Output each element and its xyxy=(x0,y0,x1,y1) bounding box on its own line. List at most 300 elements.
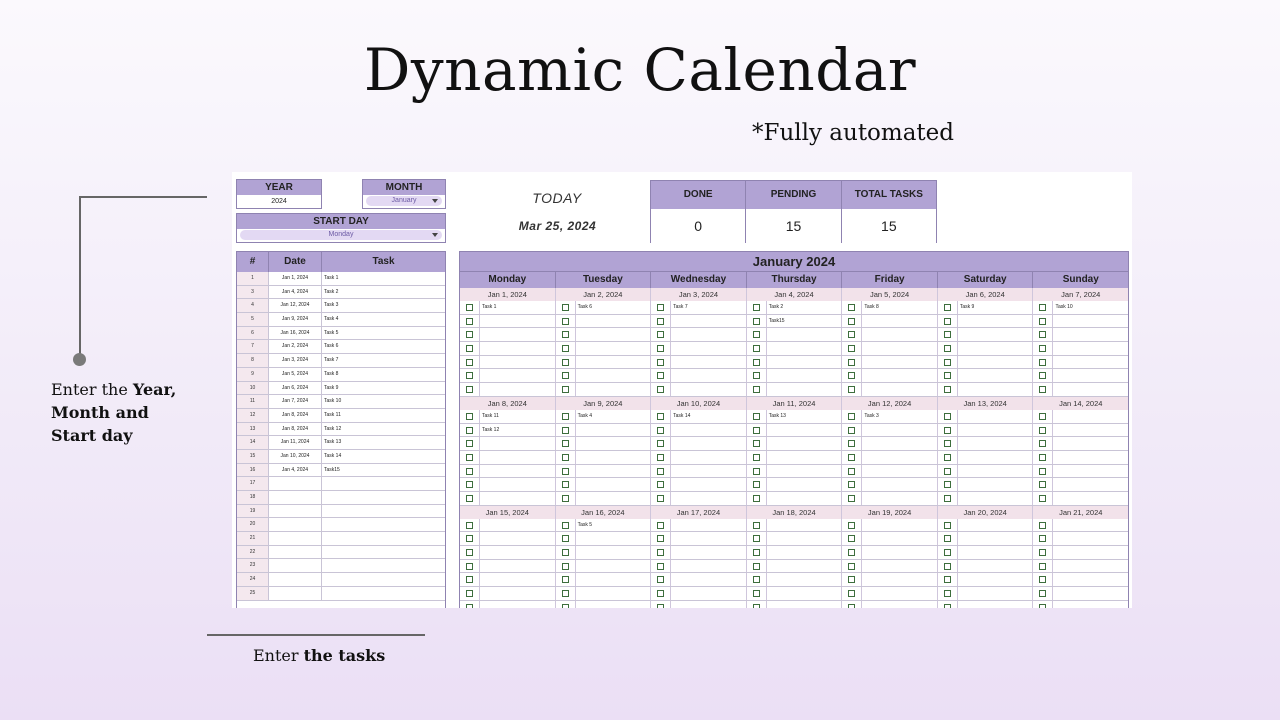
checkbox[interactable] xyxy=(562,331,569,338)
table-row xyxy=(237,340,445,354)
task-date-cell[interactable]: Jan 4, 2024 xyxy=(269,286,322,299)
checkbox[interactable] xyxy=(466,331,473,338)
checkbox[interactable] xyxy=(657,386,664,393)
task-checkbox-cell xyxy=(747,410,767,423)
checkbox[interactable] xyxy=(848,440,855,447)
task-date-cell[interactable] xyxy=(269,573,322,586)
checkbox[interactable] xyxy=(466,372,473,379)
checkbox[interactable] xyxy=(657,495,664,502)
checkbox[interactable] xyxy=(466,318,473,325)
checkbox[interactable] xyxy=(753,372,760,379)
checkbox[interactable] xyxy=(848,604,855,608)
task-checkbox-cell xyxy=(747,560,767,573)
task-date-cell[interactable]: Jan 8, 2024 xyxy=(269,423,322,436)
task-name-cell[interactable]: Task 12 xyxy=(324,425,342,432)
checkbox[interactable] xyxy=(466,427,473,434)
checkbox[interactable] xyxy=(657,331,664,338)
calendar-task-label: Task 13 xyxy=(768,412,786,419)
checkbox[interactable] xyxy=(944,495,951,502)
calendar-task-label xyxy=(480,328,555,341)
calendar-day-cell xyxy=(460,383,556,396)
task-date-cell[interactable]: Jan 2, 2024 xyxy=(269,340,322,353)
task-checkbox-cell xyxy=(842,301,862,314)
task-date-cell[interactable]: Jan 7, 2024 xyxy=(269,395,322,408)
checkbox[interactable] xyxy=(944,576,951,583)
calendar-task-label xyxy=(671,478,746,491)
task-name-cell[interactable] xyxy=(322,491,445,504)
task-date-cell[interactable]: Jan 5, 2024 xyxy=(269,368,322,381)
checkbox[interactable] xyxy=(466,576,473,583)
calendar-task-label xyxy=(862,519,937,532)
checkbox[interactable] xyxy=(657,522,664,529)
checkbox[interactable] xyxy=(466,563,473,570)
checkbox[interactable] xyxy=(1039,372,1046,379)
calendar-day-cell xyxy=(460,492,556,505)
checkbox[interactable] xyxy=(657,481,664,488)
checkbox[interactable] xyxy=(1039,413,1046,420)
checkbox[interactable] xyxy=(848,304,855,311)
calendar-task-label xyxy=(671,424,746,437)
task-name-cell[interactable]: Task 13 xyxy=(324,439,342,446)
checkbox[interactable] xyxy=(1039,563,1046,570)
table-row xyxy=(237,505,445,519)
calendar-day-cell xyxy=(460,560,556,573)
task-checkbox-cell xyxy=(842,465,862,478)
checkbox[interactable] xyxy=(466,522,473,529)
task-date-cell[interactable]: Jan 11, 2024 xyxy=(269,436,322,449)
checkbox[interactable] xyxy=(1039,481,1046,488)
task-name-cell[interactable]: Task 9 xyxy=(324,384,339,391)
calendar-task-label xyxy=(576,424,651,437)
task-checkbox-cell xyxy=(460,492,480,505)
checkbox[interactable] xyxy=(657,372,664,379)
callout-year-month-text: Enter the Year, Month and Start day xyxy=(51,380,177,445)
calendar-task-row xyxy=(460,465,1128,479)
checkbox[interactable] xyxy=(753,590,760,597)
checkbox[interactable] xyxy=(944,372,951,379)
calendar-day-cell xyxy=(556,492,652,505)
checkbox[interactable] xyxy=(1039,468,1046,475)
year-input[interactable]: 2024 xyxy=(271,198,287,205)
checkbox[interactable] xyxy=(848,576,855,583)
checkbox[interactable] xyxy=(753,413,760,420)
task-date-cell[interactable] xyxy=(269,532,322,545)
checkbox[interactable] xyxy=(753,563,760,570)
checkbox[interactable] xyxy=(657,604,664,608)
task-checkbox-cell xyxy=(747,315,767,328)
calendar-day-cell xyxy=(460,478,556,491)
checkbox[interactable] xyxy=(562,535,569,542)
checkbox[interactable] xyxy=(753,304,760,311)
task-checkbox-cell xyxy=(651,519,671,532)
task-date-cell[interactable] xyxy=(269,491,322,504)
chevron-down-icon xyxy=(432,199,438,203)
checkbox[interactable] xyxy=(848,372,855,379)
month-select[interactable] xyxy=(366,196,442,206)
task-checkbox-cell xyxy=(460,301,480,314)
day-date-label: Jan 4, 2024 xyxy=(747,288,843,301)
calendar-day-cell xyxy=(747,301,843,314)
task-checkbox-cell xyxy=(556,546,576,559)
checkbox[interactable] xyxy=(1039,549,1046,556)
task-checkbox-cell xyxy=(1033,437,1053,450)
checkbox[interactable] xyxy=(753,440,760,447)
checkbox[interactable] xyxy=(562,604,569,608)
calendar-task-label: Task 3 xyxy=(864,412,879,419)
task-name-cell[interactable]: Task 1 xyxy=(324,275,339,281)
calendar-day-cell xyxy=(747,560,843,573)
task-name-cell[interactable]: Task 14 xyxy=(324,452,342,459)
row-number: 6 xyxy=(237,327,269,340)
checkbox[interactable] xyxy=(848,495,855,502)
task-name-cell[interactable] xyxy=(322,559,445,572)
checkbox[interactable] xyxy=(753,427,760,434)
task-name-cell[interactable]: Task 2 xyxy=(324,288,339,295)
checkbox[interactable] xyxy=(848,549,855,556)
task-name-cell[interactable]: Task 6 xyxy=(324,343,339,350)
checkbox[interactable] xyxy=(848,468,855,475)
calendar-day-cell xyxy=(747,478,843,491)
chevron-down-icon xyxy=(432,233,438,237)
checkbox[interactable] xyxy=(562,481,569,488)
checkbox[interactable] xyxy=(466,345,473,352)
calendar-task-label xyxy=(480,601,555,608)
checkbox[interactable] xyxy=(562,359,569,366)
calendar-day-cell xyxy=(747,315,843,328)
checkbox[interactable] xyxy=(753,481,760,488)
task-checkbox-cell xyxy=(1033,410,1053,423)
checkbox[interactable] xyxy=(944,318,951,325)
task-name-cell[interactable]: Task 4 xyxy=(324,316,339,323)
task-checkbox-cell xyxy=(651,424,671,437)
checkbox[interactable] xyxy=(944,590,951,597)
checkbox[interactable] xyxy=(657,549,664,556)
checkbox[interactable] xyxy=(562,318,569,325)
task-date-cell[interactable] xyxy=(269,546,322,559)
checkbox[interactable] xyxy=(848,318,855,325)
checkbox[interactable] xyxy=(1039,304,1046,311)
task-name-cell[interactable]: Task 10 xyxy=(324,398,342,405)
task-checkbox-cell xyxy=(1033,301,1053,314)
checkbox[interactable] xyxy=(753,604,760,608)
checkbox[interactable] xyxy=(848,563,855,570)
checkbox[interactable] xyxy=(753,522,760,529)
task-date-cell[interactable]: Jan 4, 2024 xyxy=(269,464,322,477)
calendar-task-label xyxy=(480,383,555,396)
checkbox[interactable] xyxy=(1039,535,1046,542)
checkbox[interactable] xyxy=(466,535,473,542)
calendar-task-label xyxy=(671,519,746,532)
checkbox[interactable] xyxy=(657,427,664,434)
checkbox[interactable] xyxy=(753,331,760,338)
task-name-cell[interactable]: Task 11 xyxy=(324,411,341,418)
calendar-task-label xyxy=(767,356,842,369)
checkbox[interactable] xyxy=(753,454,760,461)
checkbox[interactable] xyxy=(944,413,951,420)
row-number: 4 xyxy=(237,299,269,312)
task-name-cell[interactable] xyxy=(322,532,445,545)
task-name-cell[interactable] xyxy=(322,587,445,600)
checkbox[interactable] xyxy=(466,495,473,502)
checkbox[interactable] xyxy=(1039,440,1046,447)
calendar-task-label xyxy=(958,573,1033,586)
task-checkbox-cell xyxy=(651,532,671,545)
calendar-task-label xyxy=(1053,369,1128,382)
calendar-day-cell xyxy=(460,451,556,464)
checkbox[interactable] xyxy=(848,590,855,597)
checkbox[interactable] xyxy=(1039,318,1046,325)
row-number: 12 xyxy=(237,409,269,422)
task-checkbox-cell xyxy=(747,369,767,382)
page-subtitle: *Fully automated xyxy=(752,120,955,146)
task-name-cell[interactable]: Task 7 xyxy=(324,357,339,364)
task-checkbox-cell xyxy=(747,532,767,545)
calendar-task-row xyxy=(460,573,1128,587)
checkbox[interactable] xyxy=(848,535,855,542)
calendar-day-cell xyxy=(938,342,1034,355)
task-name-cell[interactable] xyxy=(322,518,445,531)
checkbox[interactable] xyxy=(1039,604,1046,608)
checkbox[interactable] xyxy=(562,590,569,597)
checkbox[interactable] xyxy=(466,454,473,461)
checkbox[interactable] xyxy=(1039,359,1046,366)
task-checkbox-cell xyxy=(842,519,862,532)
table-row xyxy=(237,272,445,286)
task-date-cell[interactable] xyxy=(269,505,322,518)
checkbox[interactable] xyxy=(562,413,569,420)
calendar-task-label xyxy=(671,342,746,355)
checkbox[interactable] xyxy=(1039,495,1046,502)
task-name-cell[interactable]: Task 8 xyxy=(324,370,339,377)
checkbox[interactable] xyxy=(753,318,760,325)
task-name-cell[interactable]: Task 5 xyxy=(324,329,339,336)
checkbox[interactable] xyxy=(944,359,951,366)
checkbox[interactable] xyxy=(1039,522,1046,529)
task-date-cell[interactable] xyxy=(269,518,322,531)
calendar-day-cell xyxy=(1033,342,1128,355)
task-checkbox-cell xyxy=(556,424,576,437)
checkbox[interactable] xyxy=(848,345,855,352)
calendar-task-label xyxy=(1053,519,1128,532)
checkbox[interactable] xyxy=(562,386,569,393)
checkbox[interactable] xyxy=(466,549,473,556)
task-table-header xyxy=(237,252,445,272)
checkbox[interactable] xyxy=(657,318,664,325)
task-date-cell[interactable]: Jan 1, 2024 xyxy=(269,272,322,285)
calendar-day-cell xyxy=(747,356,843,369)
checkbox[interactable] xyxy=(944,481,951,488)
checkbox[interactable] xyxy=(848,454,855,461)
task-checkbox-cell xyxy=(842,383,862,396)
checkbox[interactable] xyxy=(562,468,569,475)
week-date-row xyxy=(460,288,1128,301)
checkbox[interactable] xyxy=(753,576,760,583)
checkbox[interactable] xyxy=(657,359,664,366)
checkbox[interactable] xyxy=(1039,331,1046,338)
day-date-label: Jan 5, 2024 xyxy=(842,288,938,301)
row-number: 1 xyxy=(237,272,269,285)
checkbox[interactable] xyxy=(562,372,569,379)
calendar-task-label xyxy=(958,356,1033,369)
checkbox[interactable] xyxy=(466,413,473,420)
checkbox[interactable] xyxy=(944,331,951,338)
task-checkbox-cell xyxy=(842,369,862,382)
checkbox[interactable] xyxy=(562,576,569,583)
row-number: 18 xyxy=(237,491,269,504)
checkbox[interactable] xyxy=(466,304,473,311)
task-checkbox-cell xyxy=(651,437,671,450)
checkbox[interactable] xyxy=(562,440,569,447)
calendar-task-label xyxy=(1053,328,1128,341)
checkbox[interactable] xyxy=(944,522,951,529)
checkbox[interactable] xyxy=(562,427,569,434)
task-date-cell[interactable]: Jan 6, 2024 xyxy=(269,382,322,395)
task-date-cell[interactable]: Jan 9, 2024 xyxy=(269,313,322,326)
checkbox[interactable] xyxy=(848,522,855,529)
task-date-cell[interactable]: Jan 16, 2024 xyxy=(269,327,322,340)
checkbox[interactable] xyxy=(944,345,951,352)
checkbox[interactable] xyxy=(657,304,664,311)
task-name-cell[interactable] xyxy=(322,573,445,586)
task-name-cell[interactable]: Task 3 xyxy=(324,302,339,309)
checkbox[interactable] xyxy=(466,386,473,393)
stat-value: 15 xyxy=(842,209,936,243)
checkbox[interactable] xyxy=(562,304,569,311)
checkbox[interactable] xyxy=(944,563,951,570)
checkbox[interactable] xyxy=(848,359,855,366)
calendar-day-cell xyxy=(842,315,938,328)
checkbox[interactable] xyxy=(753,359,760,366)
calendar-day-cell xyxy=(842,573,938,586)
checkbox[interactable] xyxy=(1039,427,1046,434)
checkbox[interactable] xyxy=(657,576,664,583)
checkbox[interactable] xyxy=(944,604,951,608)
checkbox[interactable] xyxy=(657,563,664,570)
checkbox[interactable] xyxy=(657,590,664,597)
task-checkbox-cell xyxy=(1033,560,1053,573)
checkbox[interactable] xyxy=(753,386,760,393)
calendar-task-label xyxy=(862,587,937,600)
checkbox[interactable] xyxy=(753,535,760,542)
checkbox[interactable] xyxy=(944,440,951,447)
task-checkbox-cell xyxy=(556,478,576,491)
calendar-day-cell xyxy=(651,573,747,586)
checkbox[interactable] xyxy=(562,522,569,529)
calendar-day-cell xyxy=(651,315,747,328)
checkbox[interactable] xyxy=(466,590,473,597)
task-name-cell[interactable] xyxy=(322,505,445,518)
task-date-cell[interactable] xyxy=(269,477,322,490)
checkbox[interactable] xyxy=(562,454,569,461)
checkbox[interactable] xyxy=(657,440,664,447)
checkbox[interactable] xyxy=(753,468,760,475)
stat-done xyxy=(651,181,746,242)
calendar-day-cell xyxy=(556,369,652,382)
weekday-header: Wednesday xyxy=(651,272,747,288)
calendar-task-label xyxy=(862,492,937,505)
checkbox[interactable] xyxy=(848,481,855,488)
calendar-day-cell xyxy=(842,519,938,532)
checkbox[interactable] xyxy=(657,535,664,542)
calendar-task-label xyxy=(480,342,555,355)
table-row xyxy=(237,477,445,491)
checkbox[interactable] xyxy=(848,386,855,393)
checkbox[interactable] xyxy=(944,549,951,556)
checkbox[interactable] xyxy=(562,563,569,570)
checkbox[interactable] xyxy=(1039,590,1046,597)
checkbox[interactable] xyxy=(848,427,855,434)
calendar-task-label xyxy=(767,437,842,450)
task-date-cell[interactable]: Jan 10, 2024 xyxy=(269,450,322,463)
checkbox[interactable] xyxy=(466,604,473,608)
calendar-task-label xyxy=(767,328,842,341)
checkbox[interactable] xyxy=(466,481,473,488)
calendar-task-label xyxy=(576,315,651,328)
checkbox[interactable] xyxy=(753,345,760,352)
calendar-day-cell xyxy=(938,315,1034,328)
row-number: 7 xyxy=(237,340,269,353)
calendar-day-cell xyxy=(842,451,938,464)
checkbox[interactable] xyxy=(944,454,951,461)
checkbox[interactable] xyxy=(657,468,664,475)
checkbox[interactable] xyxy=(944,427,951,434)
checkbox[interactable] xyxy=(753,549,760,556)
calendar-task-label xyxy=(671,451,746,464)
checkbox[interactable] xyxy=(944,304,951,311)
task-date-cell[interactable]: Jan 12, 2024 xyxy=(269,299,322,312)
row-number: 9 xyxy=(237,368,269,381)
task-date-cell[interactable]: Jan 8, 2024 xyxy=(269,409,322,422)
task-name-cell[interactable] xyxy=(322,546,445,559)
checkbox[interactable] xyxy=(944,468,951,475)
checkbox[interactable] xyxy=(562,345,569,352)
checkbox[interactable] xyxy=(1039,576,1046,583)
checkbox[interactable] xyxy=(848,413,855,420)
calendar-task-label xyxy=(862,465,937,478)
calendar-day-cell xyxy=(938,328,1034,341)
calendar-day-cell xyxy=(1033,451,1128,464)
task-name-cell[interactable] xyxy=(322,477,445,490)
checkbox[interactable] xyxy=(753,495,760,502)
checkbox[interactable] xyxy=(1039,345,1046,352)
checkbox[interactable] xyxy=(944,535,951,542)
task-checkbox-cell xyxy=(938,492,958,505)
task-date-cell[interactable] xyxy=(269,559,322,572)
checkbox[interactable] xyxy=(466,359,473,366)
checkbox[interactable] xyxy=(944,386,951,393)
calendar-day-cell xyxy=(556,383,652,396)
table-row xyxy=(237,518,445,532)
start-day-select[interactable] xyxy=(240,230,442,240)
task-date-cell[interactable]: Jan 3, 2024 xyxy=(269,354,322,367)
calendar-task-label: Task 12 xyxy=(482,426,500,433)
checkbox[interactable] xyxy=(657,454,664,461)
checkbox[interactable] xyxy=(466,468,473,475)
task-name-cell[interactable]: Task15 xyxy=(324,466,340,473)
checkbox[interactable] xyxy=(562,549,569,556)
checkbox[interactable] xyxy=(1039,386,1046,393)
calendar-day-cell xyxy=(938,587,1034,600)
checkbox[interactable] xyxy=(657,345,664,352)
task-date-cell[interactable] xyxy=(269,587,322,600)
calendar-task-label xyxy=(958,465,1033,478)
checkbox[interactable] xyxy=(657,413,664,420)
checkbox[interactable] xyxy=(562,495,569,502)
checkbox[interactable] xyxy=(848,331,855,338)
checkbox[interactable] xyxy=(1039,454,1046,461)
calendar-day-cell xyxy=(556,601,652,608)
checkbox[interactable] xyxy=(466,440,473,447)
